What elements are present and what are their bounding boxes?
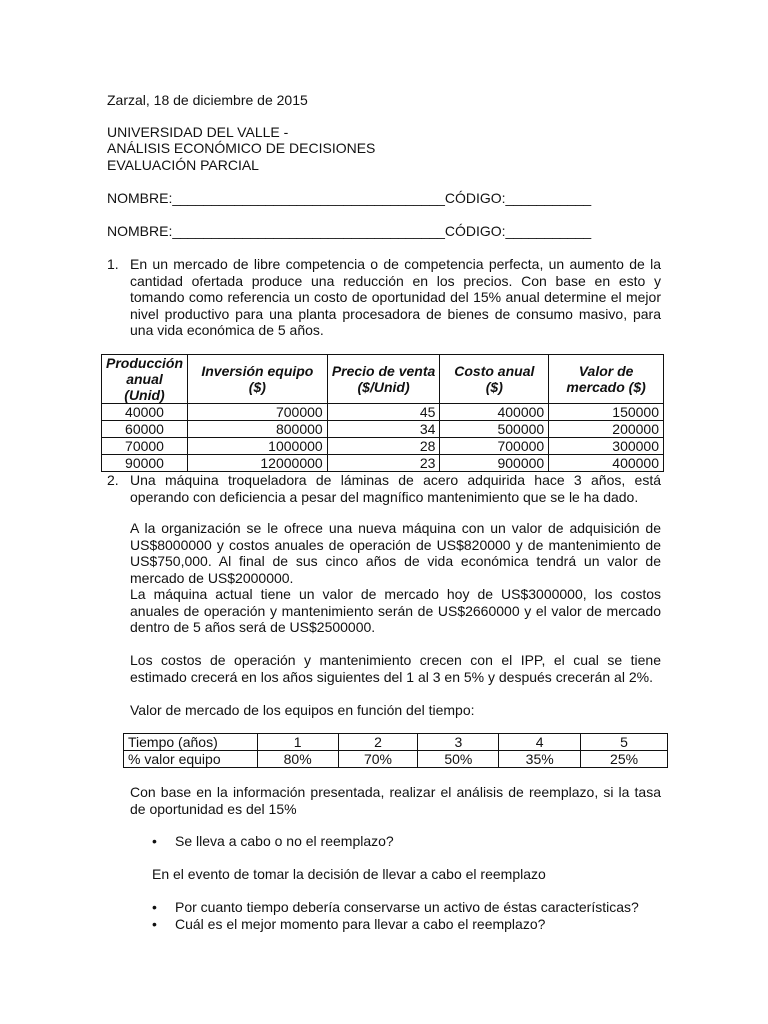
table-cell: 25% — [581, 751, 668, 768]
table-cell: 300000 — [549, 438, 664, 455]
bullet-marker: • — [152, 916, 157, 932]
table-cell: 3 — [418, 734, 499, 751]
table-row — [102, 438, 664, 455]
bullet-item-3: Cuál es el mejor momento para llevar a cabo el reemplazo? — [175, 916, 546, 932]
table-cell: 23 — [327, 455, 440, 472]
bullet-item-1: Se lleva a cabo o no el reemplazo? — [175, 833, 394, 849]
table-cell: % valor equipo — [124, 751, 258, 768]
table-cell: 800000 — [188, 421, 328, 438]
table-cell: 90000 — [102, 455, 188, 472]
table-cell: 12000000 — [188, 455, 328, 472]
table-cell: 700000 — [188, 404, 328, 421]
header-costo: Costo anual ($) — [440, 355, 549, 404]
table-cell: 40000 — [102, 404, 188, 421]
q2-paragraph-5: Valor de mercado de los equipos en función del tiempo: — [130, 702, 475, 718]
q1-text: En un mercado de libre competencia o de competencia perfecta, un aumento de la cantidad ofertada produce una reducción en los precios. Con base en esto y tomando como referencia un costo de oportunidad del 15% anual determine el mejor nivel productivo para una planta procesadora de bienes de consumo masivo, para una vida económica de 5 años. — [130, 256, 661, 339]
q2-paragraph-4: Los costos de operación y mantenimiento crecen con el IPP, el cual se tiene estimado crecerá en los años siguientes del 1 al 3 en 5% y después crecerán al 2%. — [130, 652, 661, 685]
market-value-table — [123, 733, 668, 768]
q2-paragraph-3: La máquina actual tiene un valor de mercado hoy de US$3000000, los costos anuales de operación y mantenimiento serán de US$2660000 y el valor de mercado dentro de 5 años será de US$2500000. — [130, 586, 661, 636]
table-cell: 400000 — [549, 455, 664, 472]
table-cell: 700000 — [440, 438, 549, 455]
university-line: UNIVERSIDAD DEL VALLE - — [107, 124, 289, 140]
course-line: ANÁLISIS ECONÓMICO DE DECISIONES — [107, 140, 376, 156]
table-cell: 4 — [499, 734, 581, 751]
table-row — [102, 455, 664, 472]
table-row — [102, 404, 664, 421]
date-line: Zarzal, 18 de diciembre de 2015 — [107, 92, 308, 108]
production-table — [101, 354, 664, 472]
table-cell: 1 — [257, 734, 338, 751]
table-cell: 200000 — [549, 421, 664, 438]
name-field-1: NOMBRE:___________________________________CÓDIGO:___________ — [107, 190, 592, 206]
header-valor: Valor de mercado ($) — [549, 355, 664, 404]
header-produccion: Producción anual (Unid) — [102, 355, 188, 404]
table-header-row — [102, 355, 664, 404]
q1-number: 1. — [107, 256, 119, 272]
table-cell: 34 — [327, 421, 440, 438]
table-cell: 60000 — [102, 421, 188, 438]
q2-paragraph-1: Una máquina troqueladora de láminas de acero adquirida hace 3 años, está operando con deficiencia a pesar del magnífico mantenimiento que se le ha dado. — [130, 472, 661, 505]
table-row — [102, 421, 664, 438]
table-cell: 2 — [338, 734, 418, 751]
q2-paragraph-6: Con base en la información presentada, realizar el análisis de reemplazo, si la tasa de oportunidad es del 15% — [130, 784, 661, 817]
table-cell: 80% — [257, 751, 338, 768]
bullet-marker: • — [152, 833, 157, 849]
bullet-item-2: Por cuanto tiempo debería conservarse un activo de éstas características? — [175, 899, 639, 915]
table-cell: 500000 — [440, 421, 549, 438]
table-cell: 28 — [327, 438, 440, 455]
table-cell: 400000 — [440, 404, 549, 421]
table-cell: Tiempo (años) — [124, 734, 258, 751]
q2-paragraph-2: A la organización se le ofrece una nueva máquina con un valor de adquisición de US$8000000 y costos anuales de operación de US$820000 y de mantenimiento de US$750,000. Al final de sus cinco años de vida económica tendrá un valor de mercado de US$2000000. — [130, 520, 661, 586]
name-field-2: NOMBRE:___________________________________CÓDIGO:___________ — [107, 223, 592, 239]
table-row — [124, 734, 668, 751]
table-row — [124, 751, 668, 768]
table-cell: 70000 — [102, 438, 188, 455]
q2-number: 2. — [107, 472, 119, 488]
header-precio: Precio de venta ($/Unid) — [327, 355, 440, 404]
table-cell: 50% — [418, 751, 499, 768]
table-cell: 1000000 — [188, 438, 328, 455]
table-cell: 150000 — [549, 404, 664, 421]
header-inversion: Inversión equipo ($) — [188, 355, 328, 404]
exam-line: EVALUACIÓN PARCIAL — [107, 157, 259, 173]
table-cell: 35% — [499, 751, 581, 768]
table-cell: 70% — [338, 751, 418, 768]
table-cell: 45 — [327, 404, 440, 421]
table-cell: 900000 — [440, 455, 549, 472]
bullet-marker: • — [152, 899, 157, 915]
table-cell: 5 — [581, 734, 668, 751]
q2-paragraph-7: En el evento de tomar la decisión de llevar a cabo el reemplazo — [152, 866, 546, 882]
